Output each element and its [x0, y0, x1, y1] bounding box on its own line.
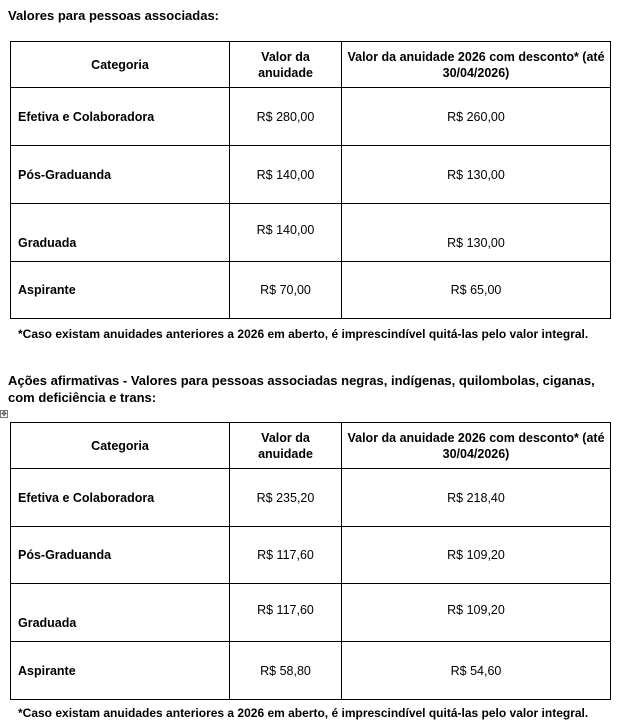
cell-category: Pós-Graduanda [11, 527, 230, 584]
section1-footnote: *Caso existam anuidades anteriores a 2026 em aberto, é imprescindível quitá-las pelo valor integral. [18, 327, 589, 341]
table-header-row [11, 423, 611, 469]
cell-discount-fee: R$ 130,00 [342, 204, 611, 262]
header-annual-fee: Valor da anuidade [230, 423, 342, 469]
cell-discount-fee: R$ 130,00 [342, 146, 611, 204]
cell-category: Aspirante [11, 642, 230, 700]
fees-table-regular [10, 41, 611, 319]
cell-annual-fee: R$ 235,20 [230, 469, 342, 527]
cell-annual-fee: R$ 117,60 [230, 584, 342, 642]
cell-category: Efetiva e Colaboradora [11, 469, 230, 527]
cell-discount-fee: R$ 109,20 [342, 527, 611, 584]
table-row [11, 204, 611, 262]
section2-footnote: *Caso existam anuidades anteriores a 2026 em aberto, é imprescindível quitá-las pelo valor integral. [18, 706, 589, 720]
header-discount-fee: Valor da anuidade 2026 com desconto* (até 30/04/2026) [342, 42, 611, 88]
cell-discount-fee: R$ 65,00 [342, 262, 611, 319]
cell-discount-fee: R$ 218,40 [342, 469, 611, 527]
table-row [11, 469, 611, 527]
cell-category: Graduada [11, 204, 230, 262]
cell-annual-fee: R$ 117,60 [230, 527, 342, 584]
table-row [11, 88, 611, 146]
section2-heading: Ações afirmativas - Valores para pessoas associadas negras, indígenas, quilombolas, ciganas, com deficiência e trans: [8, 373, 595, 405]
cell-annual-fee: R$ 70,00 [230, 262, 342, 319]
table-row [11, 584, 611, 642]
cell-annual-fee: R$ 58,80 [230, 642, 342, 700]
cell-category: Aspirante [11, 262, 230, 319]
table-row [11, 527, 611, 584]
cell-discount-fee: R$ 54,60 [342, 642, 611, 700]
cell-category: Graduada [11, 584, 230, 642]
cell-category: Pós-Graduanda [11, 146, 230, 204]
cell-annual-fee: R$ 140,00 [230, 146, 342, 204]
header-annual-fee: Valor da anuidade [230, 42, 342, 88]
section1-heading: Valores para pessoas associadas: [8, 8, 220, 23]
fees-table-affirmative [10, 422, 611, 700]
header-category: Categoria [11, 42, 230, 88]
cell-annual-fee: R$ 140,00 [230, 204, 342, 262]
table-row [11, 146, 611, 204]
header-discount-fee: Valor da anuidade 2026 com desconto* (até 30/04/2026) [342, 423, 611, 469]
cell-discount-fee: R$ 109,20 [342, 584, 611, 642]
table-row [11, 262, 611, 319]
cell-category: Efetiva e Colaboradora [11, 88, 230, 146]
table-row [11, 642, 611, 700]
move-handle-icon[interactable]: ✥ [1, 411, 7, 418]
header-category: Categoria [11, 423, 230, 469]
cell-annual-fee: R$ 280,00 [230, 88, 342, 146]
cell-discount-fee: R$ 260,00 [342, 88, 611, 146]
table-header-row [11, 42, 611, 88]
